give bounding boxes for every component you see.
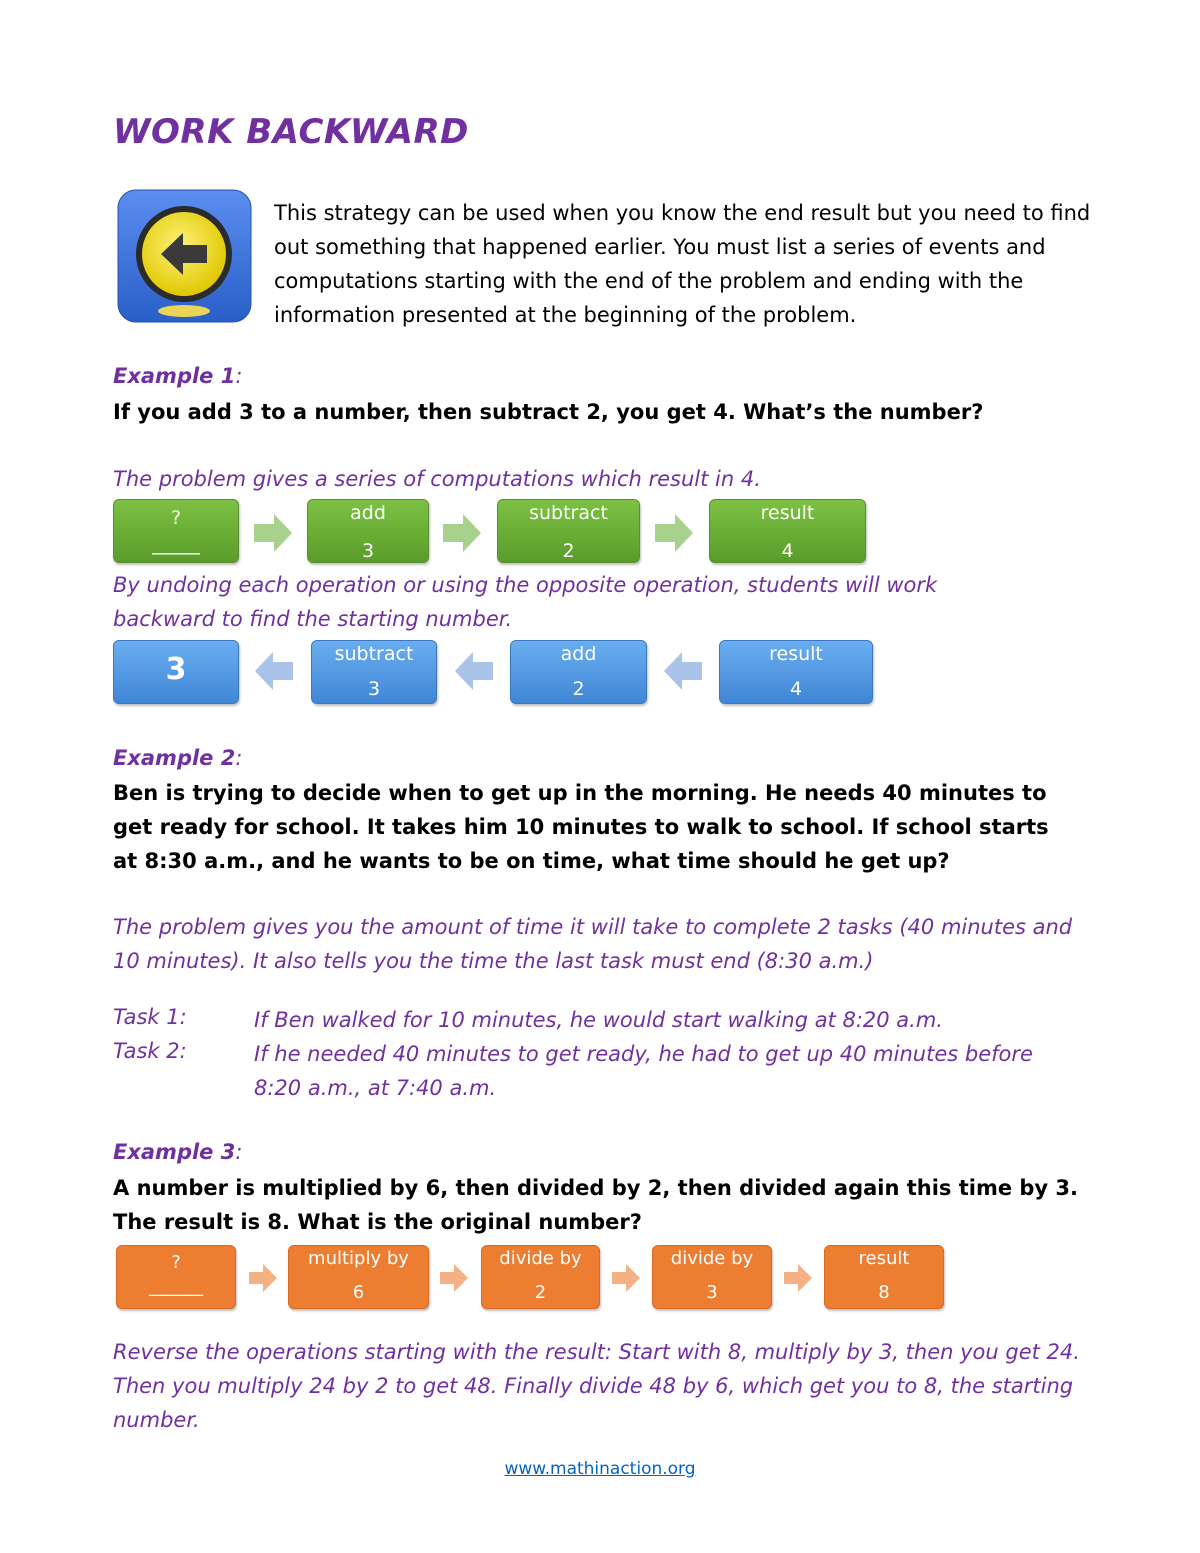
right-arrow-icon	[441, 512, 483, 554]
example-3-note: Reverse the operations starting with the result: Start with 8, multiply by 3, then you get 24. Then you multiply 24 by 2 to get 48. Finally divide 48 by 6, which get you to 8, the starting number.	[113, 1340, 1080, 1432]
right-arrow-icon	[653, 512, 695, 554]
task-1-text: If Ben walked for 10 minutes, he would start walking at 8:20 a.m.	[254, 1008, 943, 1032]
answer-box: 3	[113, 640, 239, 704]
flow-box: add 2	[510, 640, 647, 704]
flow-box: divide by 3	[652, 1245, 772, 1309]
flow-box: divide by 2	[481, 1245, 600, 1309]
flow-box: add 3	[307, 499, 429, 563]
example-1-note-2: By undoing each operation or using the opposite operation, students will work backward to find the starting number.	[113, 573, 938, 631]
task-2-text: If he needed 40 minutes to get ready, he had to get up 40 minutes before 8:20 a.m., at 7:40 a.m.	[254, 1042, 1033, 1100]
flow-box: result 8	[824, 1245, 944, 1309]
flow-box: subtract 3	[311, 640, 437, 704]
flow-box: ? _____	[113, 499, 239, 563]
left-arrow-icon	[453, 650, 495, 692]
right-arrow-icon	[252, 512, 294, 554]
flow-box: result 4	[719, 640, 873, 704]
example-2-question: Ben is trying to decide when to get up in the morning. He needs 40 minutes to get ready for school. It takes him 10 minutes to walk to school. If school starts at 8:30 a.m., and he wants to be on time, what time should he get up?	[113, 781, 1049, 873]
right-arrow-icon	[783, 1263, 813, 1293]
back-arrow-icon	[117, 189, 252, 323]
left-arrow-icon	[253, 650, 295, 692]
intro-text: This strategy can be used when you know the end result but you need to find out something that happened earlier. You must list a series of events and computations starting with the end of the problem and ending with the information presented at the beginning of the problem.	[274, 201, 1091, 327]
right-arrow-icon	[248, 1263, 278, 1293]
right-arrow-icon	[439, 1263, 469, 1293]
flow-box: subtract 2	[497, 499, 640, 563]
flow-box: ? ______	[116, 1245, 236, 1309]
left-arrow-icon	[662, 650, 704, 692]
example-1-note: The problem gives a series of computations which result in 4.	[113, 467, 761, 491]
example-1-label: Example 1:	[113, 364, 243, 388]
footer-link[interactable]: www.mathinaction.org	[504, 1459, 696, 1479]
flow-box: result 4	[709, 499, 866, 563]
flow-box: multiply by 6	[288, 1245, 429, 1309]
example-2-label: Example 2:	[113, 746, 243, 770]
task-1-label: Task 1:	[113, 1005, 187, 1029]
example-3-label: Example 3:	[113, 1140, 243, 1164]
page-title: WORK BACKWARD	[113, 112, 469, 152]
example-2-note: The problem gives you the amount of time it will take to complete 2 tasks (40 minutes and 10 minutes). It also tells you the time the last task must end (8:30 a.m.)	[113, 915, 1073, 973]
example-3-question: A number is multiplied by 6, then divided by 2, then divided again this time by 3. The result is 8. What is the original number?	[113, 1176, 1079, 1234]
example-1-question: If you add 3 to a number, then subtract 2, you get 4. What’s the number?	[113, 400, 984, 424]
task-2-label: Task 2:	[113, 1039, 187, 1063]
right-arrow-icon	[611, 1263, 641, 1293]
